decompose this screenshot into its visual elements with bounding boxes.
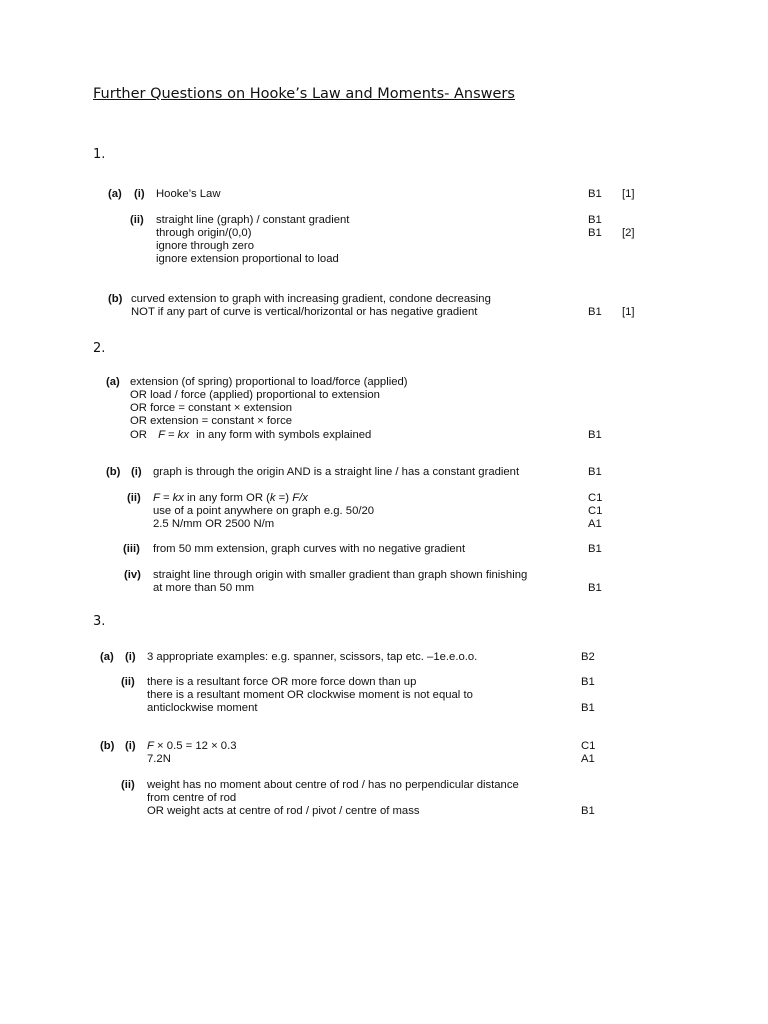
answer-text: at more than 50 mm [153, 582, 255, 594]
mark-code: B1 [588, 543, 602, 555]
subpart-label: (iv) [124, 569, 141, 581]
mark-code: B1 [581, 702, 595, 714]
question-1-number: 1. [93, 147, 106, 162]
answer-text: there is a resultant moment OR clockwise moment is not equal to [147, 689, 473, 701]
question-2-number: 2. [93, 341, 106, 356]
answer-text-mid: in any form OR ( [187, 492, 270, 504]
mark-code: A1 [581, 753, 595, 765]
part-label: (a) [108, 188, 122, 200]
answer-text: 3 appropriate examples: e.g. spanner, scissors, tap etc. –1e.e.o.o. [147, 651, 478, 663]
part-label: (a) [106, 376, 120, 388]
answer-text: through origin/(0,0) [156, 227, 252, 239]
mark-code: B1 [588, 227, 602, 239]
answer-text: straight line (graph) / constant gradient [156, 214, 350, 226]
subpart-label: (ii) [130, 214, 144, 226]
answer-text: straight line through origin with smaller gradient than graph shown finishing [153, 569, 528, 581]
answer-text: OR load / force (applied) proportional to extension [130, 389, 380, 401]
answer-text-rest: in any form with symbols explained [196, 429, 372, 441]
page-title: Further Questions on Hooke’s Law and Moments- Answers [93, 86, 515, 102]
formula-F: F [147, 740, 154, 752]
mark-code: A1 [588, 518, 602, 530]
or-keyword: OR [130, 429, 147, 441]
mark-total: [1] [622, 188, 635, 200]
mark-code: C1 [588, 492, 603, 504]
formula: F = kx [153, 492, 184, 504]
mark-code: B1 [581, 805, 595, 817]
subpart-label: (i) [131, 466, 142, 478]
answer-text: ignore through zero [156, 240, 254, 252]
formula: F/x [292, 492, 308, 504]
part-label: (b) [106, 466, 121, 478]
mark-code: C1 [588, 505, 603, 517]
answer-text: extension (of spring) proportional to load/force (applied) [130, 376, 408, 388]
mark-code: B1 [581, 676, 595, 688]
mark-code: B1 [588, 214, 602, 226]
answer-text [147, 740, 237, 753]
answer-text: curved extension to graph with increasing gradient, condone decreasing [131, 293, 491, 305]
question-3-number: 3. [93, 614, 106, 629]
answer-text: OR force = constant × extension [130, 402, 293, 414]
mark-code: B1 [588, 429, 602, 441]
answer-text: OR extension = constant × force [130, 415, 293, 427]
answer-text: use of a point anywhere on graph e.g. 50/20 [153, 505, 375, 517]
mark-code: B1 [588, 188, 602, 200]
subpart-label: (ii) [121, 779, 135, 791]
formula: F = kx [158, 429, 189, 441]
mark-code: C1 [581, 740, 596, 752]
subpart-label: (i) [125, 740, 136, 752]
answer-text: OR weight acts at centre of rod / pivot / centre of mass [147, 805, 420, 817]
mark-code: B1 [588, 582, 602, 594]
mark-code: B1 [588, 306, 602, 318]
part-label: (a) [100, 651, 114, 663]
mark-code: B1 [588, 466, 602, 478]
answer-text [153, 492, 308, 505]
answer-text: ignore extension proportional to load [156, 253, 339, 265]
mark-total: [1] [622, 306, 635, 318]
answer-text: 7.2N [147, 753, 171, 765]
answer-text: 2.5 N/mm OR 2500 N/m [153, 518, 275, 530]
subpart-label: (ii) [121, 676, 135, 688]
part-label: (b) [108, 293, 123, 305]
subpart-label: (i) [134, 188, 145, 200]
answer-text: from 50 mm extension, graph curves with no negative gradient [153, 543, 466, 555]
answer-text: graph is through the origin AND is a straight line / has a constant gradient [153, 466, 520, 478]
mark-total: [2] [622, 227, 635, 239]
answer-text: anticlockwise moment [147, 702, 258, 714]
part-label: (b) [100, 740, 115, 752]
subpart-label: (iii) [123, 543, 140, 555]
subpart-label: (ii) [127, 492, 141, 504]
formula-k: k [269, 492, 276, 504]
answer-text [130, 429, 371, 442]
answer-text-eq: =) [275, 492, 293, 504]
answer-text: there is a resultant force OR more force down than up [147, 676, 417, 688]
answer-text: NOT if any part of curve is vertical/horizontal or has negative gradient [131, 306, 478, 318]
answer-text: from centre of rod [147, 792, 237, 804]
answer-text: Hooke’s Law [156, 188, 221, 200]
mark-code: B2 [581, 651, 595, 663]
subpart-label: (i) [125, 651, 136, 663]
answer-text-eq: × 0.5 = 12 × 0.3 [153, 740, 237, 752]
answer-text: weight has no moment about centre of rod / has no perpendicular distance [147, 779, 519, 791]
